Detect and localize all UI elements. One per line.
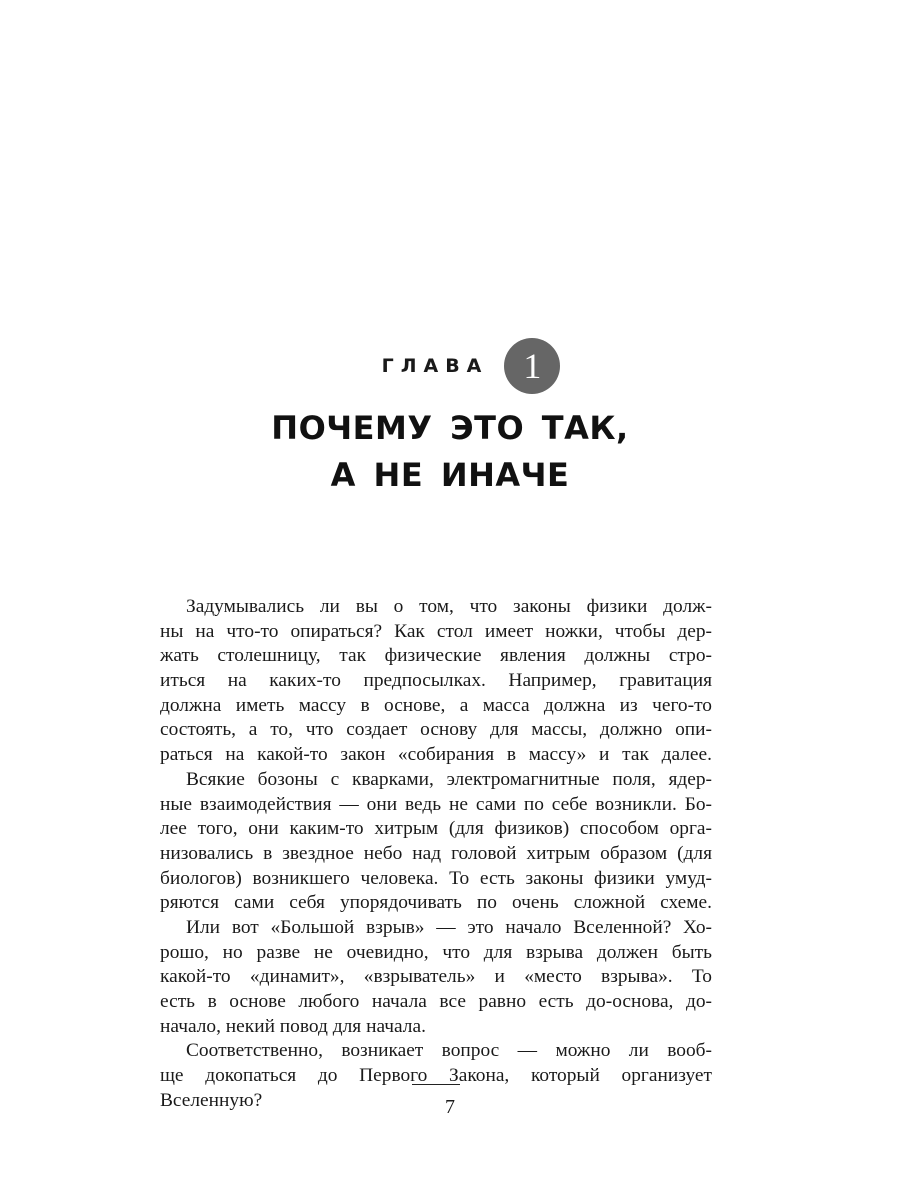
text-line: ные взаимодействия — они ведь не сами по себе возникли. Бо- [160, 793, 712, 815]
chapter-number-badge [504, 338, 560, 394]
text-line: жать столешницу, так физические явления должны стро- [160, 645, 712, 667]
body-text [160, 595, 712, 1113]
chapter-label: ГЛАВА [381, 355, 489, 377]
chapter-title-line: А НЕ ИНАЧЕ [330, 456, 570, 494]
chapter-number: 1 [523, 346, 542, 386]
text-line: есть в основе любого начала все равно есть до-основа, до- [160, 991, 712, 1012]
text-line: начало, некий повод для начала. [160, 1015, 426, 1037]
footer-rule [412, 1084, 460, 1085]
text-line: ще докопаться до Первого Закона, который организует [160, 1065, 712, 1087]
paragraph [160, 768, 712, 916]
text-line: низовались в звездное небо над головой хитрым образом (для [160, 842, 712, 864]
text-line: ряются сами себя упорядочивать по очень сложной схеме. [160, 892, 712, 914]
text-line: Соответственно, возникает вопрос — можно ли вооб- [186, 1040, 712, 1062]
text-line: лее того, они каким-то хитрым (для физиков) способом орга- [160, 818, 712, 840]
text-line: какой-то «динамит», «взрыватель» и «место взрыва». То [160, 966, 712, 988]
chapter-title [0, 405, 900, 499]
page-number: 7 [445, 1096, 455, 1118]
text-line: раться на какой-то закон «собирания в массу» и так далее. [160, 744, 712, 766]
text-line: Вселенную? [160, 1089, 263, 1111]
text-line: рошо, но разве не очевидно, что для взрыва должен быть [160, 941, 712, 963]
chapter-title-line: ПОЧЕМУ ЭТО ТАК, [271, 409, 629, 447]
text-line: должна иметь массу в основе, а масса должна из чего-то [160, 694, 712, 716]
paragraph [160, 916, 712, 1039]
text-line: Всякие бозоны с кварками, электромагнитные поля, ядер- [186, 768, 712, 790]
text-line: Или вот «Большой взрыв» — это начало Вселенной? Хо- [186, 916, 712, 938]
text-line: иться на каких-то предпосылках. Например, гравитация [160, 670, 712, 692]
text-line: ны на что-то опираться? Как стол имеет ножки, чтобы дер- [160, 620, 712, 642]
text-line: состоять, а то, что создает основу для массы, должно опи- [160, 719, 712, 741]
paragraph [160, 595, 712, 768]
chapter-heading [0, 338, 900, 394]
text-line: Задумывались ли вы о том, что законы физики долж- [186, 596, 712, 617]
text-line: биологов) возникшего человека. То есть законы физики умуд- [160, 867, 712, 889]
